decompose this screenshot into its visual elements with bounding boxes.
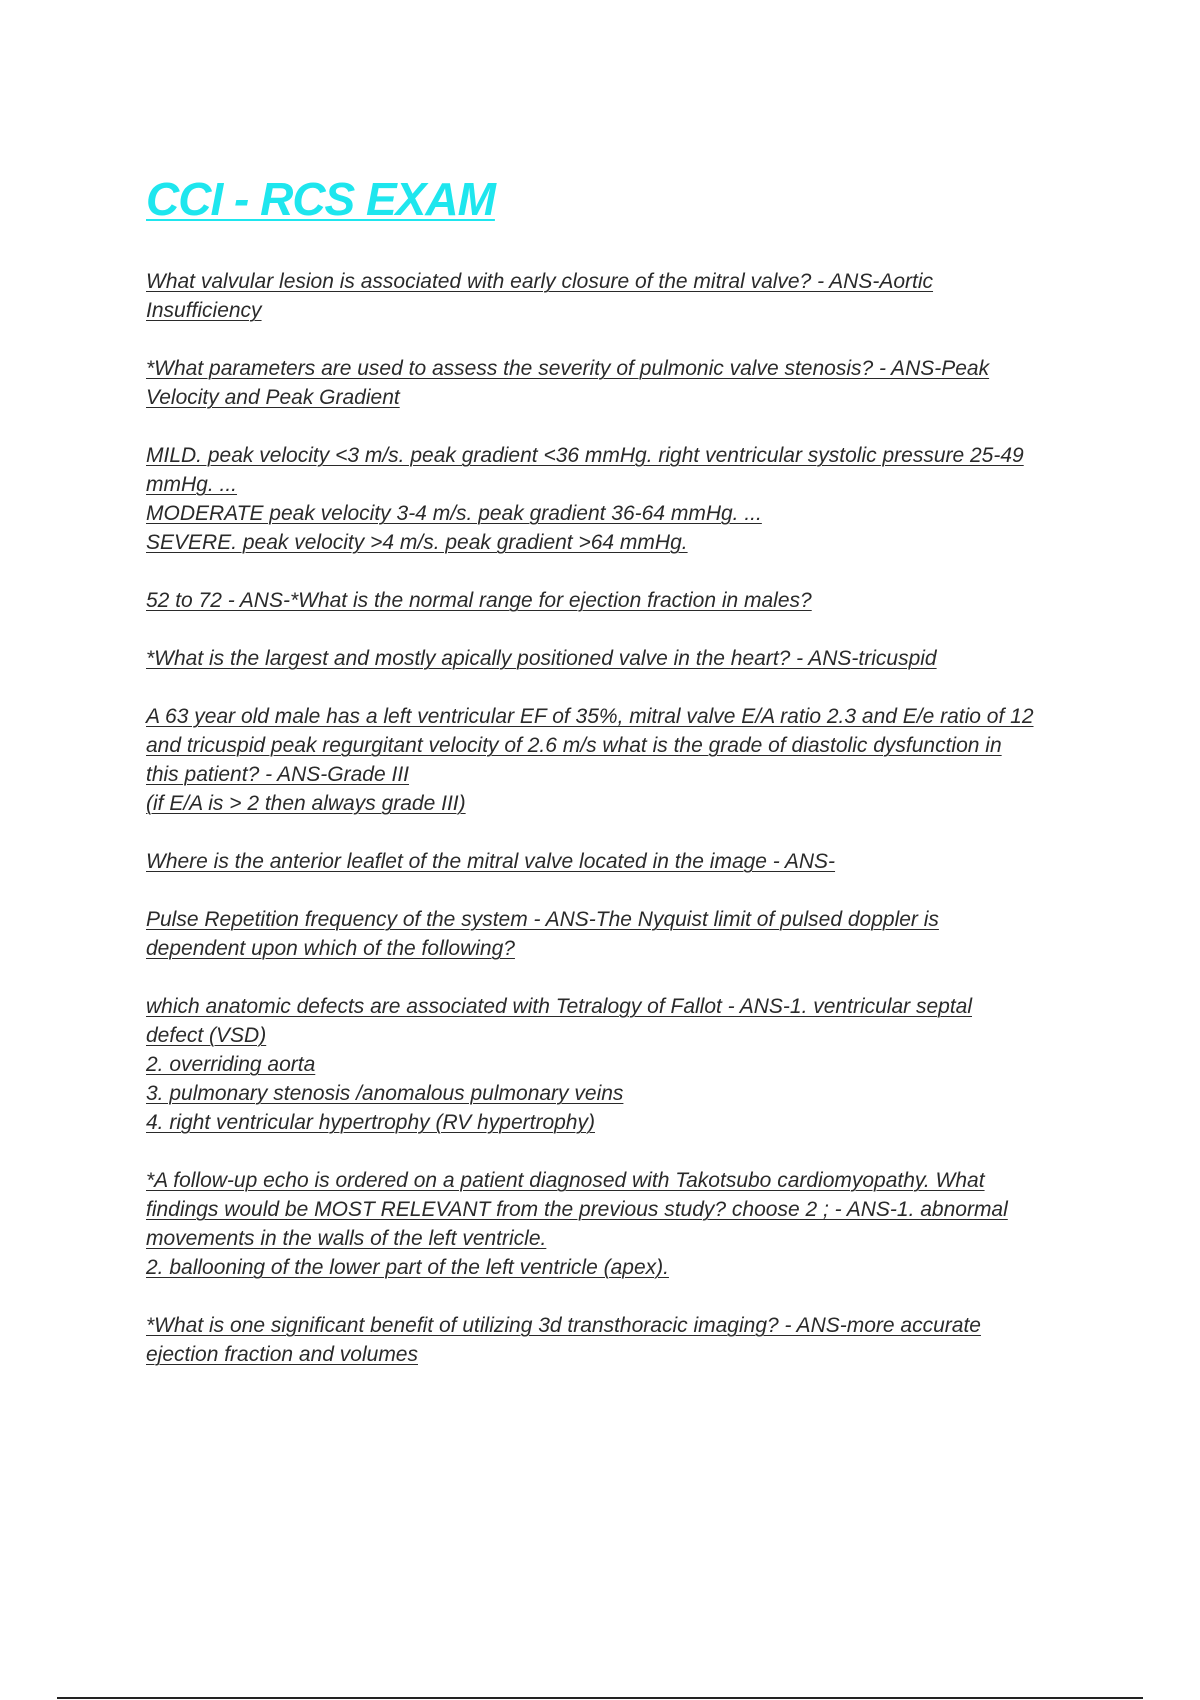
entry-line: and tricuspid peak regurgitant velocity of 2.6 m/s what is the grade of diastolic dysfunction in (146, 734, 1002, 757)
entry-line: MILD. peak velocity <3 m/s. peak gradient <36 mmHg. right ventricular systolic pressure 25-49 (146, 444, 1024, 467)
qa-entry-4 (146, 586, 1096, 615)
entry-line: defect (VSD) (146, 1024, 267, 1047)
page-title: CCI - RCS EXAM (146, 173, 495, 225)
qa-entry-11 (146, 1311, 1096, 1369)
entry-line: findings would be MOST RELEVANT from the previous study? choose 2 ; - ANS-1. abnormal (146, 1198, 1008, 1221)
qa-entry-9 (146, 992, 1096, 1137)
entry-line: ejection fraction and volumes (146, 1343, 418, 1366)
footer-divider (57, 1697, 1143, 1699)
entry-line: What valvular lesion is associated with early closure of the mitral valve? - ANS-Aortic (146, 270, 934, 293)
qa-entry-5 (146, 644, 1096, 673)
entry-line: MODERATE peak velocity 3-4 m/s. peak gradient 36-64 mmHg. ... (146, 502, 762, 525)
entry-line: A 63 year old male has a left ventricular EF of 35%, mitral valve E/A ratio 2.3 and E/e ratio of 12 (146, 705, 1034, 728)
entry-line: 3. pulmonary stenosis /anomalous pulmonary veins (146, 1082, 624, 1105)
entry-line: Velocity and Peak Gradient (146, 386, 400, 409)
entry-line: 2. ballooning of the lower part of the left ventricle (apex). (146, 1256, 669, 1279)
qa-entry-8 (146, 905, 1096, 963)
qa-entry-6 (146, 702, 1096, 818)
qa-entry-2 (146, 354, 1096, 412)
qa-entry-3 (146, 441, 1096, 557)
entry-line: which anatomic defects are associated with Tetralogy of Fallot - ANS-1. ventricular septal (146, 995, 972, 1018)
entry-line: Insufficiency (146, 299, 262, 322)
qa-entry-10 (146, 1166, 1096, 1282)
entry-line: *What is one significant benefit of utilizing 3d transthoracic imaging? - ANS-more accurate (146, 1314, 981, 1337)
qa-entry-1 (146, 267, 1096, 325)
entry-line: 2. overriding aorta (146, 1053, 316, 1076)
entry-line: movements in the walls of the left ventricle. (146, 1227, 547, 1250)
entry-line: this patient? - ANS-Grade III (146, 763, 410, 786)
qa-list (146, 267, 1096, 1398)
entry-line: SEVERE. peak velocity >4 m/s. peak gradient >64 mmHg. (146, 531, 688, 554)
entry-line: mmHg. ... (146, 473, 238, 496)
entry-line: 4. right ventricular hypertrophy (RV hypertrophy) (146, 1111, 595, 1134)
qa-entry-7 (146, 847, 1096, 876)
entry-line: Pulse Repetition frequency of the system - ANS-The Nyquist limit of pulsed doppler is (146, 908, 939, 931)
entry-line: Where is the anterior leaflet of the mitral valve located in the image - ANS- (146, 850, 836, 873)
entry-line: 52 to 72 - ANS-*What is the normal range for ejection fraction in males? (146, 589, 812, 612)
entry-line: *What is the largest and mostly apically positioned valve in the heart? - ANS-tricuspid (146, 647, 937, 670)
entry-line: (if E/A is > 2 then always grade III) (146, 792, 466, 815)
entry-line: *A follow-up echo is ordered on a patient diagnosed with Takotsubo cardiomyopathy. What (146, 1169, 985, 1192)
entry-line: dependent upon which of the following? (146, 937, 515, 960)
entry-line: *What parameters are used to assess the severity of pulmonic valve stenosis? - ANS-Peak (146, 357, 990, 380)
